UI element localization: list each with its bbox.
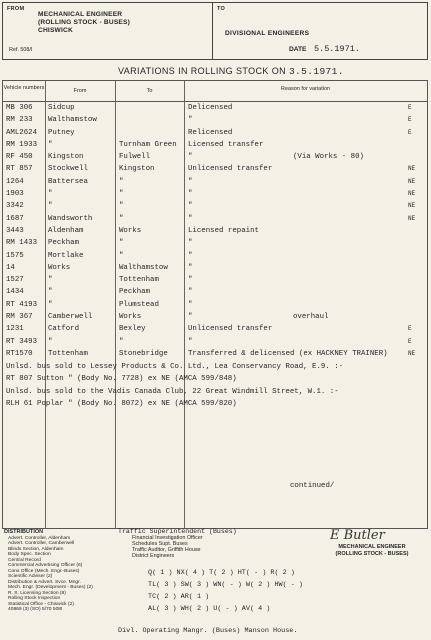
from-org-line: MECHANICAL ENGINEER	[38, 11, 123, 18]
reason-cell: "	[188, 300, 193, 309]
reason-cell: "	[188, 214, 193, 223]
to-cell: Stonebridge	[119, 349, 168, 358]
code-cell: E	[408, 325, 412, 333]
date-label: DATE	[289, 46, 307, 53]
depot-code-line: Q( 1 ) NX( 4 ) T( 2 ) HT( - ) R( 2 )	[148, 569, 295, 577]
vehicle-cell: 1575	[6, 251, 24, 260]
from-organisation	[38, 11, 130, 35]
table-row	[3, 176, 427, 188]
code-cell: NE	[408, 349, 416, 357]
note-line: Unlsd. bus sold to Lessey Products & Co. Ltd., Lea Conservancy Road, E.9. :-	[6, 363, 344, 371]
from-cell: Battersea	[48, 177, 88, 186]
to-cell: Peckham	[119, 288, 151, 297]
vehicle-cell: MB 306	[6, 104, 33, 112]
reason-cell: "	[188, 288, 193, 297]
note-line: RLH 61 Poplar " (Body No. 8072) ex NE (AMCA 599/820)	[6, 399, 237, 408]
distribution-item: R. S. Licensing Section (8)	[8, 590, 66, 596]
from-cell: Works	[48, 263, 71, 272]
reason-cell: Delicensed	[188, 104, 233, 112]
to-cell: "	[119, 239, 124, 248]
from-cell: Walthamstow	[48, 116, 97, 125]
from-cell: "	[48, 140, 53, 149]
reason-cell: Licensed repaint	[188, 226, 259, 235]
to-cell: Turnham Green	[119, 140, 177, 149]
to-cell: Kingston	[119, 165, 155, 174]
distribution-item: Advert. Controller, Camberwell	[8, 541, 75, 546]
from-cell: Wandsworth	[48, 214, 93, 223]
reason-cell: "	[188, 263, 193, 272]
table-row	[3, 286, 427, 298]
code-cell: NE	[408, 165, 416, 173]
table-row	[3, 250, 427, 262]
from-cell: "	[48, 190, 53, 199]
table-row	[3, 188, 427, 200]
reason-cell: "	[188, 177, 193, 186]
from-cell: Putney	[48, 128, 75, 137]
from-column-header: From	[73, 88, 87, 94]
reason-cell: Unlicensed transfer	[188, 325, 273, 334]
to-column-header: To	[146, 88, 153, 94]
from-cell: Catford	[48, 325, 80, 334]
from-label: FROM	[7, 6, 25, 12]
depot-code-line: TL( 3 ) SW( 3 ) WN( - ) W( 2 ) HW( - )	[148, 581, 303, 589]
vehicle-cell: 1264	[6, 177, 24, 186]
header-box	[2, 2, 428, 60]
to-cell: Plumstead	[119, 300, 159, 309]
vehicle-cell: 1903	[6, 190, 24, 199]
vehicle-cell: RT 4193	[6, 300, 38, 309]
distribution-item: 40869 (3) (SO) 5/70 508I	[8, 607, 63, 612]
traffic-item: Financial Investigation Officer	[132, 535, 203, 541]
signatory-line: (ROLLING STOCK - BUSES)	[335, 550, 409, 557]
from-org-line: (ROLLING STOCK - BUSES)	[38, 19, 131, 26]
vehicle-cell: 14	[6, 263, 15, 272]
table-row	[3, 114, 427, 126]
from-cell: Peckham	[48, 239, 80, 248]
vehicle-cell: RM 1433	[6, 239, 38, 248]
distribution-item: Blinds Section, Aldenham	[8, 546, 64, 552]
signatory-title	[322, 544, 422, 557]
code-cell: NE	[408, 177, 416, 185]
distribution-item: Commercial Advertising Officer (6)	[8, 563, 83, 568]
from-cell: "	[48, 300, 53, 309]
table-row	[3, 274, 427, 286]
traffic-heading: Traffic Superintendent (Buses)	[118, 528, 237, 535]
to-cell: Tottenham	[119, 276, 159, 285]
vehicle-cell: RT 3493	[6, 337, 38, 346]
table-row	[3, 323, 427, 335]
table-row	[3, 262, 427, 274]
table-row	[3, 139, 427, 151]
reference-number: Ref. 508/I	[9, 47, 33, 53]
reason-cell: "	[188, 190, 193, 199]
table-row	[3, 237, 427, 249]
table-row	[3, 163, 427, 175]
table-row	[3, 299, 427, 311]
distribution-item: Scientific Adviser (2)	[8, 574, 53, 579]
reason-cell: Transferred & delicensed (ex HACKNEY TRAINER)	[188, 349, 388, 358]
to-organisation: DIVISIONAL ENGINEERS	[225, 30, 310, 37]
continued-note: continued/	[290, 482, 335, 490]
reason-cell: "	[188, 202, 193, 211]
to-cell: "	[119, 202, 124, 211]
to-cell: "	[119, 190, 124, 199]
traffic-list	[118, 529, 288, 559]
vehicle-cell: RM 233	[6, 116, 33, 125]
note-cell: overhaul	[293, 313, 329, 322]
vehicle-column-header: Vehicle numbers	[3, 85, 45, 91]
signatory-line: MECHANICAL ENGINEER	[338, 544, 406, 550]
distribution-heading: DISTRIBUTION	[4, 529, 44, 535]
distribution-item: Advert. Controller, Aldenham	[8, 535, 71, 541]
from-org-line: CHISWICK	[38, 27, 73, 34]
distribution-item: Rolling Stock Inspection	[8, 596, 61, 601]
from-cell: Sidcup	[48, 104, 75, 112]
traffic-item: Traffic Auditor, Griffith House	[132, 547, 201, 553]
to-cell: Fulwell	[119, 153, 151, 162]
reason-cell: "	[188, 153, 193, 162]
vehicle-cell: RT 857	[6, 165, 33, 174]
code-cell: NE	[408, 190, 416, 198]
reason-cell: "	[188, 276, 193, 285]
vehicle-cell: 1687	[6, 214, 24, 223]
reason-cell: "	[188, 337, 193, 346]
signature: E Butler	[330, 528, 385, 543]
from-cell: Kingston	[48, 153, 84, 162]
vehicle-cell: 3443	[6, 226, 24, 235]
table-row	[3, 200, 427, 212]
title-date: 3.5.1971.	[288, 66, 344, 77]
vehicle-cell: RF 450	[6, 153, 33, 162]
distribution-item: Cons Office (Mech. Engr.-Buses)	[8, 568, 80, 574]
distribution-item: Statistical Office - Chiswick (2)	[8, 601, 74, 607]
distribution-item: Body Spec. Section	[8, 552, 51, 557]
from-cell: "	[48, 337, 53, 346]
table-row	[3, 225, 427, 237]
note-line: RT 807 Sutton " (Body No. 7728) ex NE (AMCA 599/848)	[6, 375, 237, 384]
from-cell: Mortlake	[48, 251, 84, 260]
table-row	[3, 102, 427, 114]
distribution-item: Central Record	[8, 557, 41, 563]
vehicle-cell: RM 367	[6, 313, 33, 322]
to-cell: Works	[119, 226, 142, 235]
distribution-item: Mech. Engr. (Development - Buses) (2)	[8, 585, 93, 590]
table-row	[3, 311, 427, 323]
to-cell: "	[119, 177, 124, 186]
reason-cell: "	[188, 251, 193, 260]
to-label: TO	[217, 6, 226, 12]
from-cell: "	[48, 276, 53, 285]
traffic-item: District Engineers	[132, 553, 175, 559]
reason-cell: "	[188, 116, 193, 125]
table-row	[3, 213, 427, 225]
code-cell: E	[408, 128, 412, 136]
from-cell: Aldenham	[48, 226, 84, 235]
to-cell: Bexley	[119, 325, 146, 334]
title-text: VARIATIONS IN ROLLING STOCK ON	[118, 66, 287, 76]
note-cell: (Via Works - 80)	[293, 153, 364, 162]
to-cell: Works	[119, 313, 142, 322]
header-divider	[212, 3, 213, 59]
reason-cell: Unlicensed transfer	[188, 165, 273, 174]
depot-code-line: AL( 3 ) WH( 2 ) U( - ) AV( 4 )	[148, 605, 271, 613]
table-header	[3, 81, 427, 102]
code-cell: E	[408, 116, 412, 124]
code-cell: NE	[408, 214, 416, 222]
code-cell: NE	[408, 202, 416, 210]
from-cell: Tottenham	[48, 349, 88, 358]
reason-cell: Licensed transfer	[188, 140, 264, 149]
table-row	[3, 151, 427, 163]
vehicle-cell: RT1570	[6, 349, 33, 358]
code-cell: E	[408, 337, 412, 345]
divisional-manager-line: Divl. Operating Mangr. (Buses) Manson House.	[118, 627, 298, 635]
vehicle-cell: RM 1933	[6, 140, 38, 149]
vehicle-cell: 3342	[6, 202, 24, 211]
table-row	[3, 127, 427, 139]
page-title	[118, 66, 344, 77]
to-cell: "	[119, 251, 124, 260]
note-line: Unlsd. bus sold to the Vadis Canada Club, 22 Great Windmill Street, W.1. :-	[6, 387, 339, 396]
vehicle-cell: 1527	[6, 276, 24, 285]
from-cell: "	[48, 202, 53, 211]
reason-cell: "	[188, 239, 193, 248]
vehicle-cell: 1231	[6, 325, 24, 334]
sale-notes	[3, 361, 427, 410]
to-cell: "	[119, 337, 124, 346]
date-value: 5.5.1971.	[314, 44, 360, 54]
table-row	[3, 336, 427, 348]
vehicle-cell: 1434	[6, 288, 24, 297]
code-cell: E	[408, 104, 412, 111]
distribution-item: Distribution & Advert. Svce. Mngr.	[8, 579, 81, 585]
reason-cell: "	[188, 313, 193, 322]
depot-code-line: TC( 2 ) AR( 1 )	[148, 593, 210, 601]
from-cell: Camberwell	[48, 313, 93, 322]
depot-codes	[148, 567, 303, 615]
from-cell: "	[48, 288, 53, 297]
reason-column-header: Reason for variation	[280, 86, 331, 92]
to-cell: Walthamstow	[119, 263, 168, 272]
reason-cell: Relicensed	[188, 128, 233, 137]
to-cell: "	[119, 214, 124, 223]
traffic-item: Schedules Supt. Buses	[132, 541, 188, 547]
vehicle-cell: AML2624	[6, 128, 38, 137]
variations-table	[2, 80, 428, 529]
table-body	[3, 102, 427, 360]
table-row	[3, 348, 427, 360]
from-cell: Stockwell	[48, 165, 88, 174]
